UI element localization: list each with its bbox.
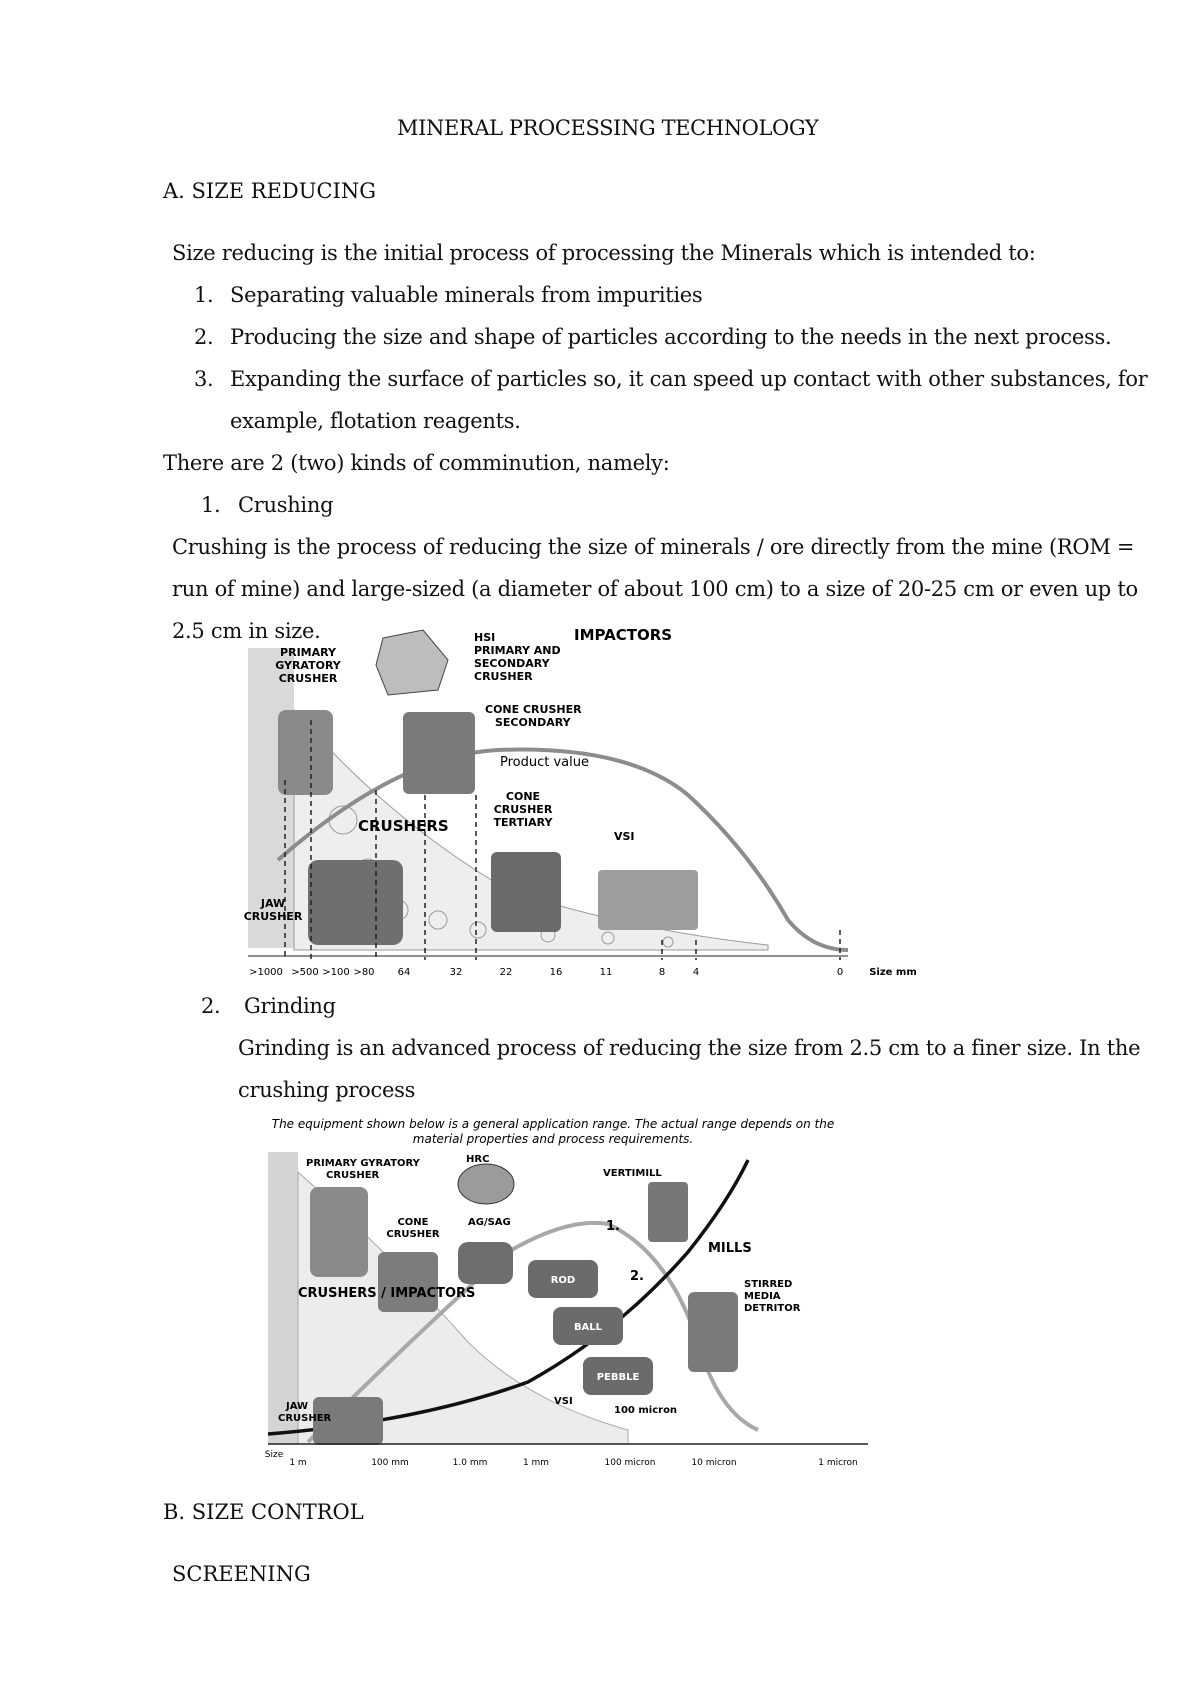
label-hsi-3: SECONDARY [474, 657, 550, 670]
label-stirred-2: MEDIA [744, 1291, 781, 1302]
label-vsi: VSI [554, 1396, 573, 1407]
tick-label: 0 [836, 967, 844, 978]
label-crushers: CRUSHERS [358, 817, 449, 835]
tick-label: >1000 [249, 967, 283, 978]
grinding-label: Grinding [244, 994, 336, 1018]
hpgr-shape [458, 1164, 514, 1204]
tick-label: 1 micron [818, 1458, 858, 1468]
grinding-line-2: crushing process [238, 1078, 416, 1102]
label-jaw-2: CRUSHER [243, 910, 303, 923]
aim-1-text: Separating valuable minerals from impurities [230, 283, 703, 307]
label-hsi-2: PRIMARY AND [474, 644, 561, 657]
cone-secondary-shape [403, 712, 475, 794]
comminution-intro: There are 2 (two) kinds of comminution, namely: [163, 451, 670, 475]
section-b-subheading: SCREENING [172, 1562, 311, 1586]
tick-label: 1.0 mm [452, 1458, 488, 1468]
label-jaw-1: JAW [260, 897, 286, 910]
label-stirred-1: STIRRED [744, 1279, 793, 1290]
label-hpgr: HRC [466, 1154, 490, 1165]
crushing-line-2: run of mine) and large-sized (a diameter of about 100 cm) to a size of 20-25 cm or even up to [172, 577, 1138, 601]
label-hsi-1: HSI [474, 631, 496, 644]
label-pebble: PEBBLE [596, 1372, 640, 1383]
document-title: MINERAL PROCESSING TECHNOLOGY [397, 116, 819, 140]
label-100-micron: 100 micron [614, 1405, 678, 1416]
tick-label: 32 [449, 967, 463, 978]
aim-2-text: Producing the size and shape of particles according to the needs in the next process. [230, 325, 1112, 349]
label-cone-secondary-2: SECONDARY [495, 716, 571, 729]
aim-3-number: 3. [194, 367, 214, 391]
aim-3-text: Expanding the surface of particles so, it can speed up contact with other substances, for [230, 367, 1148, 391]
label-agsag: AG/SAG [468, 1217, 511, 1228]
crushing-label: Crushing [238, 493, 334, 517]
grinding-line-1: Grinding is an advanced process of reducing the size from 2.5 cm to a finer size. In the [238, 1036, 1141, 1060]
section-a-heading: A. SIZE REDUCING [163, 179, 376, 203]
label-rod: ROD [550, 1275, 576, 1286]
tick-label: 8 [658, 967, 666, 978]
tick-label: >100 [322, 967, 350, 978]
label-primary-gyratory-2: GYRATORY [275, 659, 341, 672]
label-ball: BALL [573, 1322, 603, 1333]
label-cone-2: CRUSHER [386, 1229, 440, 1240]
section-b-heading: B. SIZE CONTROL [163, 1500, 364, 1524]
hsi-crusher-shape [376, 630, 448, 695]
section-a-intro: Size reducing is the initial process of processing the Minerals which is intended to: [172, 241, 1036, 265]
crushing-line-3: 2.5 cm in size. [172, 619, 321, 643]
vertimill-shape [648, 1182, 688, 1242]
tick-label: 1 m [289, 1458, 307, 1468]
vsi-shape [598, 870, 698, 930]
label-primary-gyratory-1: PRIMARY [280, 646, 336, 659]
figure2-caption-1: The equipment shown below is a general application range. The actual range depends on the [271, 1117, 835, 1131]
label-impactors: IMPACTORS [574, 626, 673, 644]
label-jaw-2: CRUSHER [278, 1413, 332, 1424]
tick-label: >500 [291, 967, 319, 978]
cone-tertiary-shape [491, 852, 561, 932]
label-vertimill: VERTIMILL [603, 1168, 662, 1179]
label-cone-tertiary-1: CONE [505, 790, 541, 803]
label-primary-gyratory-3: CRUSHER [278, 672, 338, 685]
agsag-shape [458, 1242, 513, 1284]
crushing-number: 1. [201, 493, 221, 517]
axis-label: Size mm [869, 967, 917, 978]
figure2-caption-2: material properties and process requirements. [412, 1132, 694, 1146]
aim-3-continuation: example, flotation reagents. [230, 409, 521, 433]
tick-label: 22 [499, 967, 513, 978]
tick-label: 16 [549, 967, 563, 978]
label-mills: MILLS [708, 1241, 752, 1256]
gyratory-crusher-shape [278, 710, 333, 795]
label-product-value: Product value [500, 755, 590, 770]
label-jaw-1: JAW [286, 1401, 309, 1412]
label-curve-2: 2. [630, 1269, 644, 1284]
axis-label: Size [264, 1450, 284, 1460]
label-cone-secondary-1: CONE CRUSHER [485, 703, 582, 716]
tick-label: 10 micron [691, 1458, 737, 1468]
cone-crusher-shape [378, 1252, 438, 1312]
label-crushers-impactors: CRUSHERS / IMPACTORS [298, 1286, 476, 1301]
jaw-crusher-shape [308, 860, 403, 945]
tick-label: 100 micron [604, 1458, 656, 1468]
tick-label: >80 [353, 967, 375, 978]
label-vsi: VSI [614, 830, 635, 843]
gyratory-crusher-shape [310, 1187, 368, 1277]
label-stirred-3: DETRITOR [744, 1303, 801, 1314]
label-primary-gyratory-1: PRIMARY GYRATORY [306, 1158, 420, 1169]
tick-label: 11 [599, 967, 613, 978]
crushing-line-1: Crushing is the process of reducing the size of minerals / ore directly from the mine (ROM = [172, 535, 1135, 559]
tick-label: 4 [692, 967, 700, 978]
aim-2-number: 2. [194, 325, 214, 349]
label-cone-tertiary-3: TERTIARY [493, 816, 553, 829]
tick-label: 64 [397, 967, 411, 978]
label-cone-1: CONE [397, 1217, 429, 1228]
stirred-media-shape [688, 1292, 738, 1372]
grinding-equipment-figure [264, 1112, 888, 1472]
label-cone-tertiary-2: CRUSHER [493, 803, 553, 816]
tick-label: 1 mm [522, 1458, 550, 1468]
grinding-number: 2. [201, 994, 221, 1018]
label-curve-1: 1. [606, 1219, 620, 1234]
label-hsi-4: CRUSHER [474, 670, 533, 683]
tick-label: 100 mm [371, 1458, 409, 1468]
aim-1-number: 1. [194, 283, 214, 307]
label-primary-gyratory-2: CRUSHER [326, 1170, 380, 1181]
